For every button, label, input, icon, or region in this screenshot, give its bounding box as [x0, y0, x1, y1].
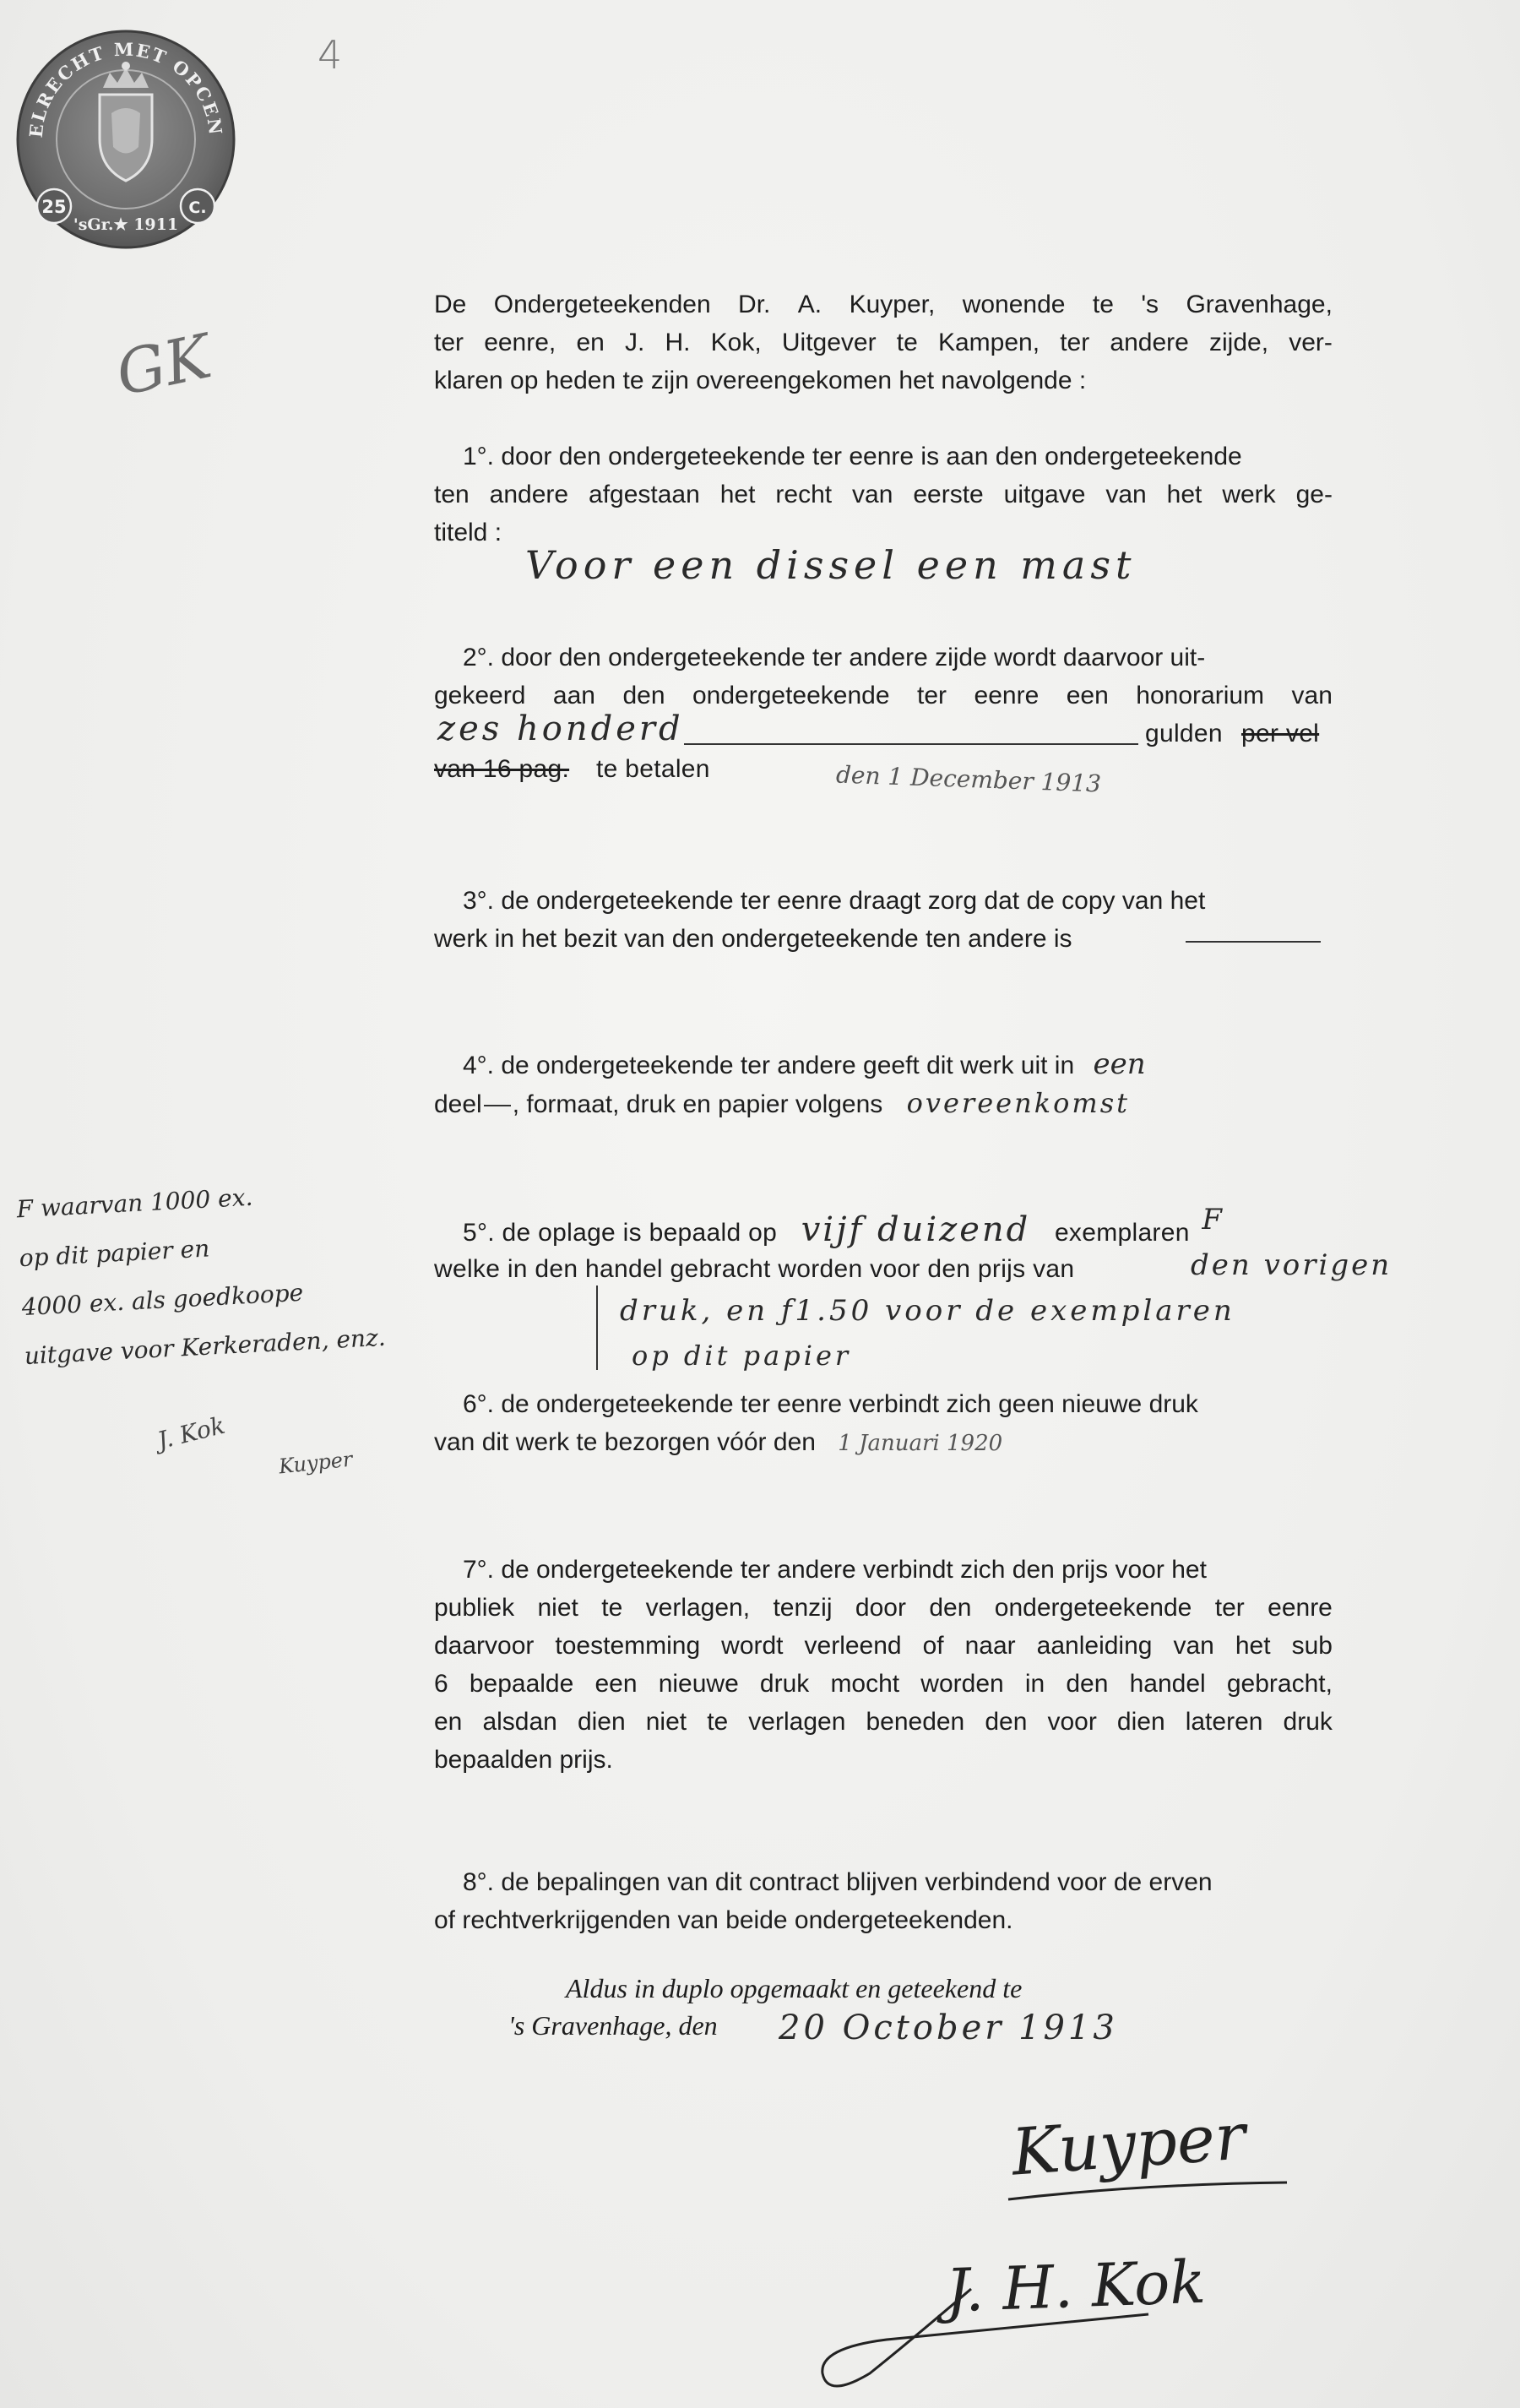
closing-handwritten-date: 20 October 1913: [779, 2008, 1118, 2047]
article-5-margin-note: [15, 1166, 387, 1381]
closing-line-1: Aldus in duplo opgemaakt en geteekend te: [566, 1973, 1023, 2003]
article-2-te-betalen: te betalen: [596, 755, 710, 783]
article-8-line-2: of rechtverkrijgenden van beide ondergeteekenden.: [434, 1906, 1013, 1934]
article-6-line-1: 6°. de ondergeteekende ter eenre verbindt zich geen nieuwe druk: [463, 1390, 1198, 1418]
article-4-handwritten-volgens: overeenkomst: [906, 1087, 1130, 1119]
article-6-handwritten-date: 1 Januari 1920: [838, 1431, 1003, 1456]
article-3: [434, 882, 1333, 958]
signature-kok: J. H. Kok: [944, 2247, 1207, 2326]
article-1-line-3: titeld :: [434, 519, 502, 546]
margin-note-line-3: 4000 ex. als goedkoope: [20, 1278, 304, 1322]
article-5-mark-f: F: [1202, 1203, 1223, 1237]
article-1-handwritten-title: Voor een dissel een mast: [525, 542, 1137, 588]
stamp-seal-icon: [15, 29, 236, 250]
article-8-line-1: 8°. de bepalingen van dit contract blijven verbindend voor de erven: [463, 1868, 1213, 1896]
article-1-line-2: ten andere afgestaan het recht van eerste uitgave van het werk ge-: [434, 481, 1333, 508]
intro-line-1: De Ondergeteekenden Dr. A. Kuyper, wonende te 's Gravenhage,: [434, 291, 1333, 318]
article-7-line-5: en alsdan dien niet te verlagen beneden den voor dien lateren druk: [434, 1708, 1333, 1736]
article-4-line-2-b: , formaat, druk en papier volgens: [512, 1090, 883, 1118]
article-7-line-2: publiek niet te verlagen, tenzij door den ondergeteekende ter eenre: [434, 1594, 1333, 1622]
article-5-handwritten-price-2: druk, en ƒ1.50 voor de exemplaren: [620, 1294, 1235, 1328]
margin-note-line-4: uitgave voor Kerkeraden, enz.: [23, 1323, 387, 1371]
closing-line-2: 's Gravenhage, den: [508, 2010, 718, 2041]
signature-kuyper: Kuyper: [1009, 2098, 1248, 2190]
article-4-handwritten-een: een: [1093, 1047, 1146, 1081]
intro-line-3: klaren op heden te zijn overeengekomen het navolgende :: [434, 367, 1087, 394]
intro-paragraph: [434, 285, 1333, 400]
stamp-left-value: 25: [41, 197, 67, 217]
article-2-struck-per-vel: per vel: [1241, 720, 1320, 747]
margin-initials-kuyper: Kuyper: [277, 1447, 354, 1479]
article-5-line-1: [463, 1203, 1223, 1252]
article-6-line-2-text: van dit werk te bezorgen vóór den: [434, 1428, 816, 1456]
article-1-line-1: 1°. door den ondergeteekende ter eenre is aan den ondergeteekende: [463, 443, 1242, 470]
article-4-line-1: [434, 1046, 1333, 1084]
article-3-blank-line: [1186, 941, 1321, 943]
article-7-line-6: bepaalden prijs.: [434, 1746, 613, 1774]
article-4-line-2: [434, 1084, 1333, 1123]
article-4-blank-line: [484, 1105, 511, 1106]
article-3-line-2: werk in het bezit van den ondergeteekende ten andere is: [434, 925, 1072, 953]
article-3-line-1: 3°. de ondergeteekende ter eenre draagt zorg dat de copy van het: [463, 887, 1206, 915]
article-5-line-1-b: exemplaren: [1054, 1219, 1190, 1247]
article-4-line-1-text: 4°. de ondergeteekende ter andere geeft dit werk uit in: [463, 1052, 1075, 1079]
margin-note-line-1: F waarvan 1000 ex.: [15, 1182, 254, 1224]
article-7: [434, 1551, 1333, 1779]
article-5-handwritten-count: vijf duizend: [801, 1210, 1031, 1249]
article-7-line-4: 6 bepaalde een nieuwe druk mocht worden in den handel gebracht,: [434, 1670, 1333, 1698]
article-5-handwritten-price-1: den vorigen: [1191, 1248, 1392, 1282]
article-2-handwritten-amount: zes honderd: [437, 709, 684, 748]
signature-kok-flourish: [811, 2280, 1165, 2399]
margin-initials: GK: [110, 320, 217, 410]
margin-initials-kok: J. Kok: [155, 1411, 228, 1455]
article-4-line-2-a: deel: [434, 1090, 482, 1118]
article-2-handwritten-date: den 1 December 1913: [835, 760, 1102, 798]
article-5-handwritten-price-3: op dit papier: [632, 1340, 852, 1372]
article-1: [434, 438, 1333, 552]
article-8: [434, 1863, 1333, 1939]
article-6: [434, 1385, 1333, 1463]
article-7-line-3: daarvoor toestemming wordt verleend of naar aanleiding van het sub: [434, 1632, 1333, 1660]
intro-line-2: ter eenre, en J. H. Kok, Uitgever te Kampen, ter andere zijde, ver-: [434, 329, 1333, 356]
article-5-line-1-a: 5°. de oplage is bepaald op: [463, 1219, 778, 1247]
embossed-stamp: [15, 29, 236, 250]
article-2-blank-line: [684, 743, 1138, 745]
article-2-line-1: 2°. door den ondergeteekende ter andere zijde wordt daarvoor uit-: [463, 644, 1206, 671]
article-6-line-2: [434, 1423, 1333, 1463]
signature-kuyper-underline: [1005, 2174, 1292, 2208]
article-7-line-1: 7°. de ondergeteekende ter andere verbindt zich den prijs voor het: [463, 1556, 1207, 1584]
stamp-right-value: C.: [188, 198, 207, 217]
article-2-line-2: gekeerd aan den ondergeteekende ter eenre een honorarium van: [434, 682, 1333, 709]
page-number-mark: 4: [318, 32, 343, 78]
article-4: [434, 1046, 1333, 1123]
article-5-bracket-line: [596, 1286, 598, 1370]
article-2: [434, 639, 1333, 715]
article-2-struck-pages: van 16 pag.: [434, 755, 570, 783]
stamp-bottom-text: 'sGr.★ 1911: [73, 215, 179, 234]
article-5-line-2: welke in den handel gebracht worden voor den prijs van: [434, 1255, 1075, 1283]
margin-note-line-2: op dit papier en: [18, 1234, 210, 1273]
stamp-outer-text: ELRECHT MET OPCEN: [24, 38, 227, 139]
article-2-gulden: gulden: [1145, 720, 1223, 747]
